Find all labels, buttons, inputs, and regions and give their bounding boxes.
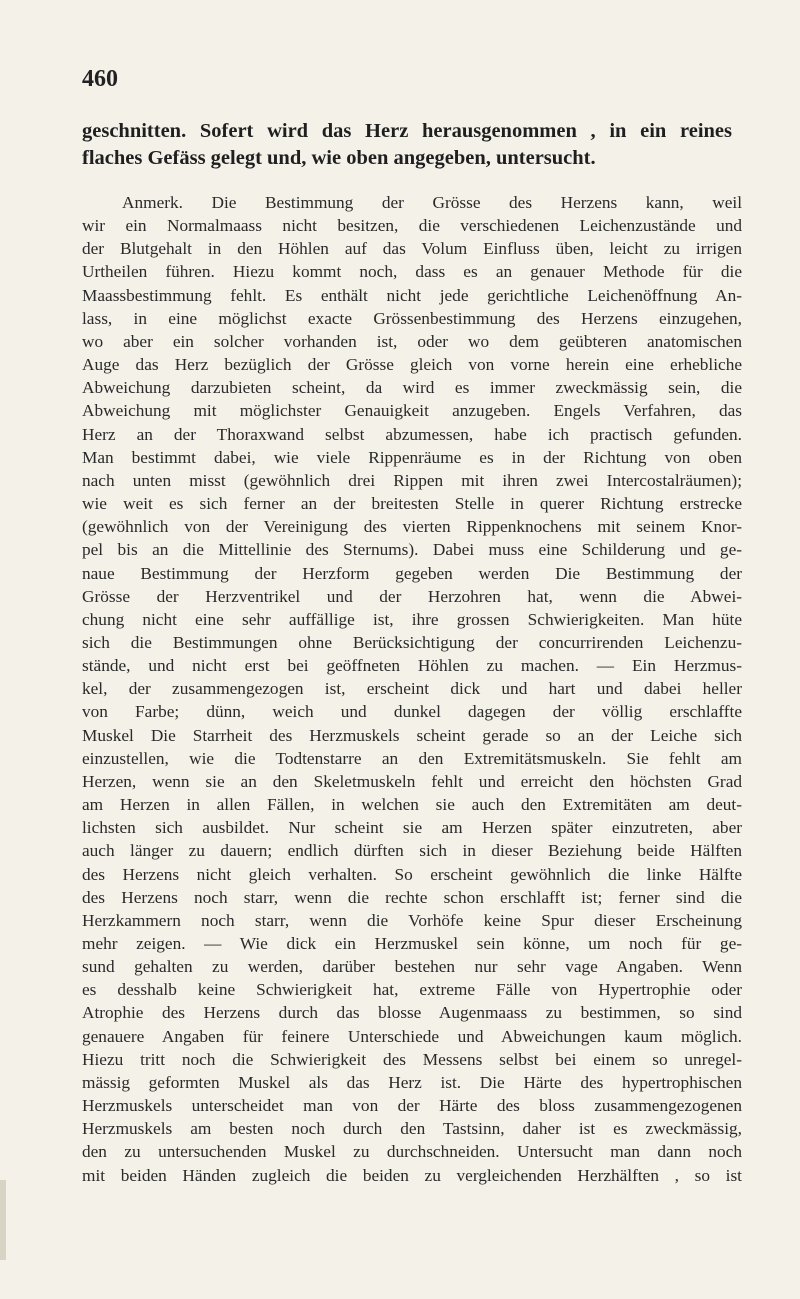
note-line-6: lass, in eine möglichst exacte Grössenbestimmung des Herzens einzugehen, <box>82 308 742 328</box>
note-line-9: Abweichung darzubieten scheint, da wird es immer zweckmässig sein, die <box>82 378 742 398</box>
note-line-39: mässig geformten Muskel als das Herz ist. Die Härte des hypertrophischen <box>82 1072 742 1092</box>
note-line-11: Herz an der Thoraxwand selbst abzumessen, habe ich practisch gefunden. <box>82 424 742 444</box>
note-line-33: mehr zeigen. — Wie dick ein Herzmuskel sein könne, um noch für ge- <box>82 934 742 953</box>
note-line-16: pel bis an die Mittellinie des Sternums). Dabei muss eine Schilderung und ge- <box>82 540 742 560</box>
note-line-12: Man bestimmt dabei, wie viele Rippenräume es in der Richtung von oben <box>82 447 742 467</box>
lead-paragraph <box>82 118 732 172</box>
note-line-15: (gewöhnlich von der Vereinigung des vierten Rippenknochens mit seinem Knor- <box>82 517 742 537</box>
note-line-19: chung nicht eine sehr auffällige ist, ihre grossen Schwierigkeiten. Man hüte <box>82 609 742 629</box>
note-line-8: Auge das Herz bezüglich der Grösse gleich von vorne herein eine erhebliche <box>82 355 742 375</box>
note-line-7: wo aber ein solcher vorhanden ist, oder wo dem geübteren anatomischen <box>82 331 742 351</box>
note-line-21: stände, und nicht erst bei geöffneten Höhlen zu machen. — Ein Herzmus- <box>82 656 742 676</box>
note-line-17: naue Bestimmung der Herzform gegeben werden Die Bestimmung der <box>82 563 742 583</box>
note-line-23: von Farbe; dünn, weich und dunkel dagegen der völlig erschlaffte <box>82 702 742 722</box>
note-paragraph <box>82 191 742 1187</box>
note-line-34: sund gehalten zu werden, darüber bestehen nur sehr vage Angaben. Wenn <box>82 957 742 977</box>
note-line-30: des Herzens nicht gleich verhalten. So erscheint gewöhnlich die linke Hälfte <box>82 864 742 884</box>
note-line-37: genauere Angaben für feinere Unterschiede und Abweichungen kaum möglich. <box>82 1026 742 1046</box>
note-line-41: Herzmuskels am besten noch durch den Tastsinn, daher ist es zweckmässig, <box>82 1119 742 1139</box>
note-line-43: mit beiden Händen zugleich die beiden zu vergleichenden Herzhälften , so ist <box>82 1165 742 1185</box>
lead-line-2: flaches Gefäss gelegt und, wie oben angegeben, untersucht. <box>82 147 596 169</box>
note-line-28: lichsten sich ausbildet. Nur scheint sie am Herzen später einzutreten, aber <box>82 818 742 838</box>
note-line-26: Herzen, wenn sie an den Skeletmuskeln fehlt und erreicht den höchsten Grad <box>82 771 742 791</box>
note-line-36: Atrophie des Herzens durch das blosse Augenmaass zu bestimmen, so sind <box>82 1003 742 1023</box>
note-line-18: Grösse der Herzventrikel und der Herzohren hat, wenn die Abwei- <box>82 586 742 606</box>
note-line-42: den zu untersuchenden Muskel zu durchschneiden. Untersucht man dann noch <box>82 1142 742 1162</box>
note-line-25: einzustellen, wie die Todtenstarre an den Extremitätsmuskeln. Sie fehlt am <box>82 748 742 768</box>
note-line-35: es desshalb keine Schwierigkeit hat, extreme Fälle von Hypertrophie oder <box>82 980 742 1000</box>
note-line-31: des Herzens noch starr, wenn die rechte schon erschlafft ist; ferner sind die <box>82 887 742 907</box>
note-line-10: Abweichung mit möglichster Genauigkeit anzugeben. Engels Verfahren, das <box>82 401 742 421</box>
note-line-2: wir ein Normalmaass nicht besitzen, die verschiedenen Leichenzustände und <box>82 216 742 236</box>
note-line-1: Anmerk. Die Bestimmung der Grösse des Herzens kann, weil <box>122 193 742 212</box>
note-line-5: Maassbestimmung fehlt. Es enthält nicht jede gerichtliche Leichenöffnung An- <box>82 285 742 305</box>
page-edge-shadow <box>0 1180 6 1260</box>
note-line-4: Urtheilen führen. Hiezu kommt noch, dass es an genauer Methode für die <box>82 262 742 282</box>
note-line-29: auch länger zu dauern; endlich dürften sich in dieser Beziehung beide Hälften <box>82 841 742 861</box>
note-line-38: Hiezu tritt noch die Schwierigkeit des Messens selbst bei einem so unregel- <box>82 1049 742 1069</box>
note-line-27: am Herzen in allen Fällen, in welchen sie auch den Extremitäten am deut- <box>82 795 742 815</box>
note-line-20: sich die Bestimmungen ohne Berücksichtigung der concurrirenden Leichenzu- <box>82 632 742 652</box>
note-line-3: der Blutgehalt in den Höhlen auf das Volum Einfluss üben, leicht zu irrigen <box>82 239 742 259</box>
note-line-13: nach unten misst (gewöhnlich drei Rippen mit ihren zwei Intercostalräumen); <box>82 470 742 490</box>
note-line-32: Herzkammern noch starr, wenn die Vorhöfe keine Spur dieser Erscheinung <box>82 910 742 930</box>
lead-line-1: geschnitten. Sofert wird das Herz herausgenommen , in ein reines <box>82 120 732 142</box>
note-line-22: kel, der zusammengezogen ist, erscheint dick und hart und dabei heller <box>82 679 742 699</box>
note-line-24: Muskel Die Starrheit des Herzmuskels scheint gerade so an der Leiche sich <box>82 725 742 745</box>
page-number: 460 <box>82 66 118 92</box>
note-line-40: Herzmuskels unterscheidet man von der Härte des bloss zusammengezogenen <box>82 1096 742 1116</box>
note-line-14: wie weit es sich ferner an der breitesten Stelle in querer Richtung erstrecke <box>82 494 742 514</box>
